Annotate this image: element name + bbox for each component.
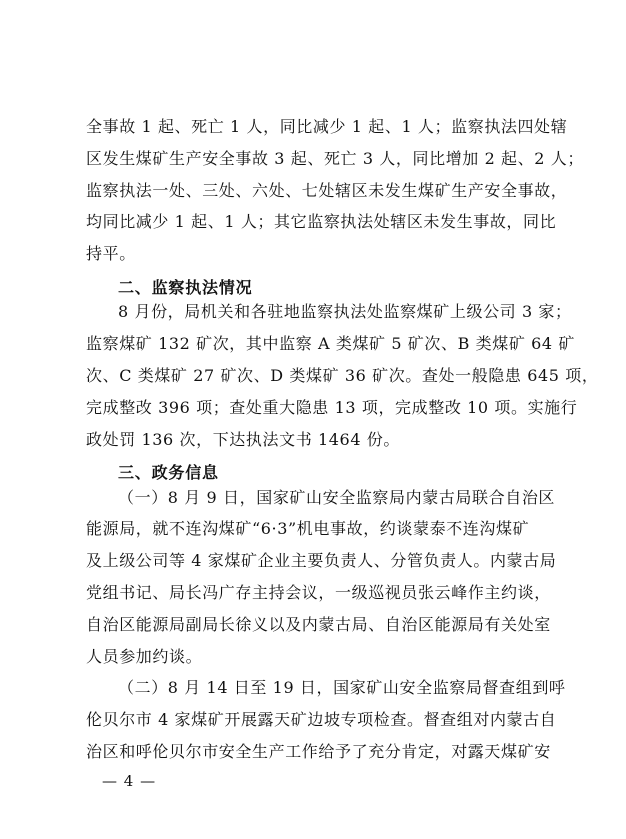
paragraph-line: 及上级公司等 4 家煤矿企业主要负责人、分管负责人。内蒙古局 [86,551,557,570]
paragraph-line: 治区和呼伦贝尔市安全生产工作给予了充分肯定，对露天煤矿安 [86,742,551,761]
paragraph-line: 全事故 1 起、死亡 1 人，同比减少 1 起、1 人；监察执法四处辖 [86,117,568,136]
paragraph-line: 党组书记、局长冯广存主持会议，一级巡视员张云峰作主约谈， [86,583,551,602]
paragraph-line: 完成整改 396 项；查处重大隐患 13 项，完成整改 10 项。实施行 [86,398,578,417]
section-heading: 二、监察执法情况 [118,278,253,297]
section-heading: 三、政务信息 [118,463,219,482]
paragraph-line: 政处罚 136 次，下达执法文书 1464 份。 [86,430,401,449]
paragraph-line: 伦贝尔市 4 家煤矿开展露天矿边坡专项检查。督查组对内蒙古自 [86,710,557,729]
paragraph-line: 监察执法一处、三处、六处、七处辖区未发生煤矿生产安全事故， [86,181,568,200]
paragraph-line: （二）8 月 14 日至 19 日，国家矿山安全监察局督查组到呼 [118,678,566,697]
paragraph-line: 均同比减少 1 起、1 人；其它监察执法处辖区未发生事故，同比 [86,212,557,231]
paragraph-line: 监察煤矿 132 矿次，其中监察 A 类煤矿 5 矿次、B 类煤矿 64 矿 [86,334,575,353]
paragraph-line: 人员参加约谈。 [86,647,203,666]
paragraph-line: 8 月份，局机关和各驻地监察执法处监察煤矿上级公司 3 家； [118,302,572,321]
paragraph-line: 区发生煤矿生产安全事故 3 起、死亡 3 人，同比增加 2 起、2 人； [86,149,584,168]
paragraph-line: 能源局，就不连沟煤矿“6·3”机电事故，约谈蒙泰不连沟煤矿 [86,519,530,538]
paragraph-line: （一）8 月 9 日，国家矿山安全监察局内蒙古局联合自治区 [118,488,556,507]
page-number: — 4 — [102,772,157,790]
paragraph-line: 持平。 [86,244,136,263]
paragraph-line: 自治区能源局副局长徐义以及内蒙古局、自治区能源局有关处室 [86,615,551,634]
paragraph-line: 次、C 类煤矿 27 矿次、D 类煤矿 36 矿次。查处一般隐患 645 项， [86,366,599,385]
